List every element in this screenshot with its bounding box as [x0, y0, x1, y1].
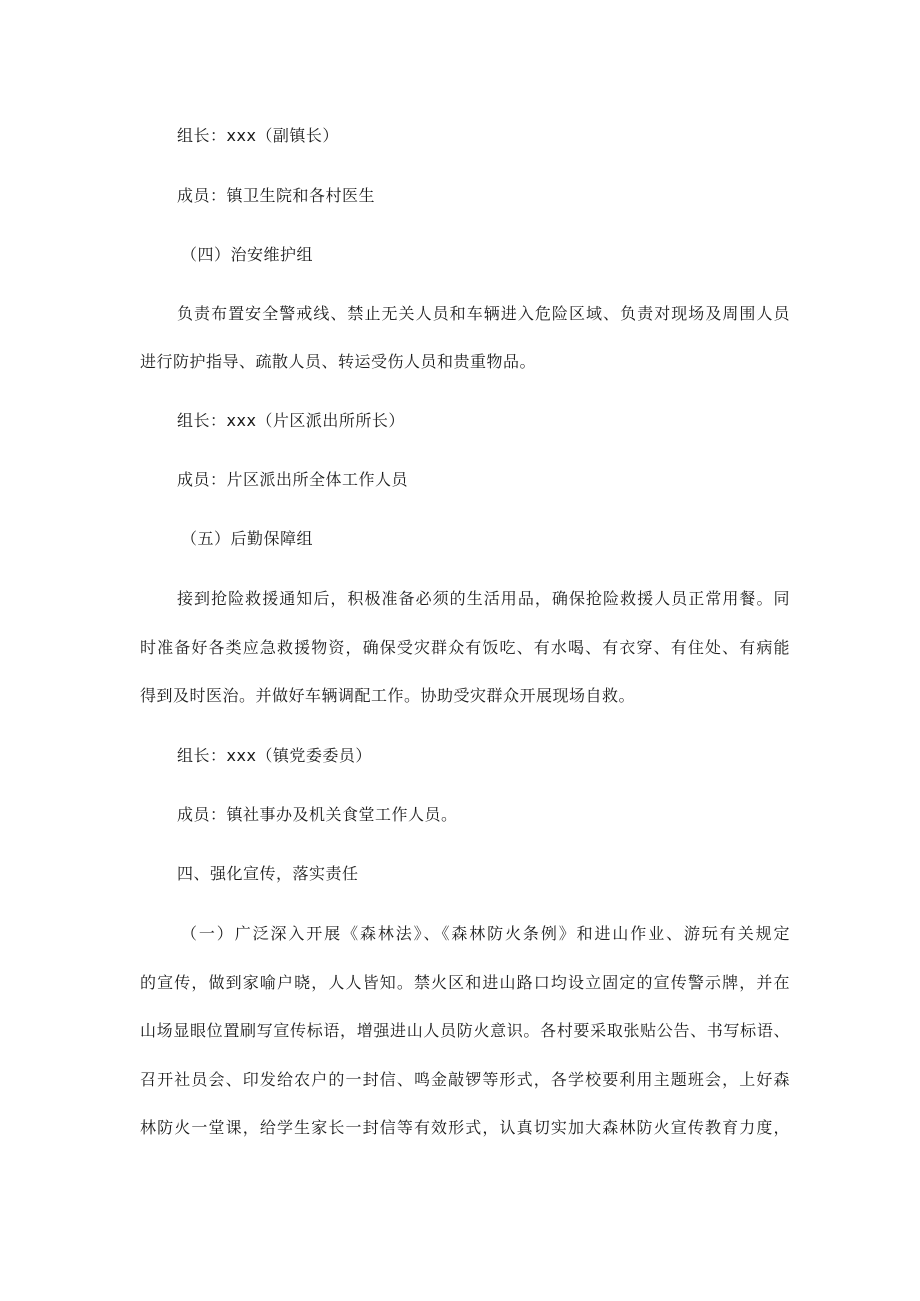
group-leader-medical: 组长：xxx（副镇长） — [177, 126, 339, 145]
heading-security-group: （四）治安维护组 — [181, 245, 314, 264]
heading-logistics-group: （五）后勤保障组 — [181, 529, 314, 548]
members-medical: 成员：镇卫生院和各村医生 — [177, 186, 376, 205]
paragraph-security-line: 负责布置安全警戒线、禁止无关人员和车辆进入危险区域、负责对现场及周围人员 — [177, 304, 790, 323]
paragraph-logistics-line: 时准备好各类应急救援物资，确保受灾群众有饭吃、有水喝、有衣穿、有住处、有病能 — [140, 638, 790, 657]
members-security: 成员：片区派出所全体工作人员 — [177, 470, 409, 489]
paragraph-publicity-line: 召开社员会、印发给农户的一封信、鸣金敲锣等形式，各学校要利用主题班会，上好森 — [140, 1070, 790, 1089]
paragraph-publicity-line: 山场显眼位置刷写宣传标语，增强进山人员防火意识。各村要采取张贴公告、书写标语、 — [140, 1021, 790, 1040]
paragraph-security-line: 进行防护指导、疏散人员、转运受伤人员和贵重物品。 — [140, 352, 537, 371]
paragraph-logistics-line: 得到及时医治。并做好车辆调配工作。协助受灾群众开展现场自救。 — [140, 686, 636, 705]
group-leader-security: 组长：xxx（片区派出所所长） — [177, 411, 405, 430]
paragraph-logistics-line: 接到抢险救援通知后，积极准备必须的生活用品，确保抢险救援人员正常用餐。同 — [177, 589, 790, 608]
group-leader-logistics: 组长：xxx（镇党委委员） — [177, 746, 372, 765]
paragraph-publicity-line: （一）广泛深入开展《森林法》、《森林防火条例》和进山作业、游玩有关规定 — [181, 924, 790, 943]
paragraph-publicity-line: 林防火一堂课，给学生家长一封信等有效形式，认真切实加大森林防火宣传教育力度， — [140, 1118, 790, 1137]
members-logistics: 成员：镇社事办及机关食堂工作人员。 — [177, 805, 458, 824]
section-heading-publicity: 四、强化宣传，落实责任 — [177, 864, 359, 883]
paragraph-publicity-line: 的宣传，做到家喻户晓，人人皆知。禁火区和进山路口均设立固定的宣传警示牌，并在 — [140, 973, 790, 992]
